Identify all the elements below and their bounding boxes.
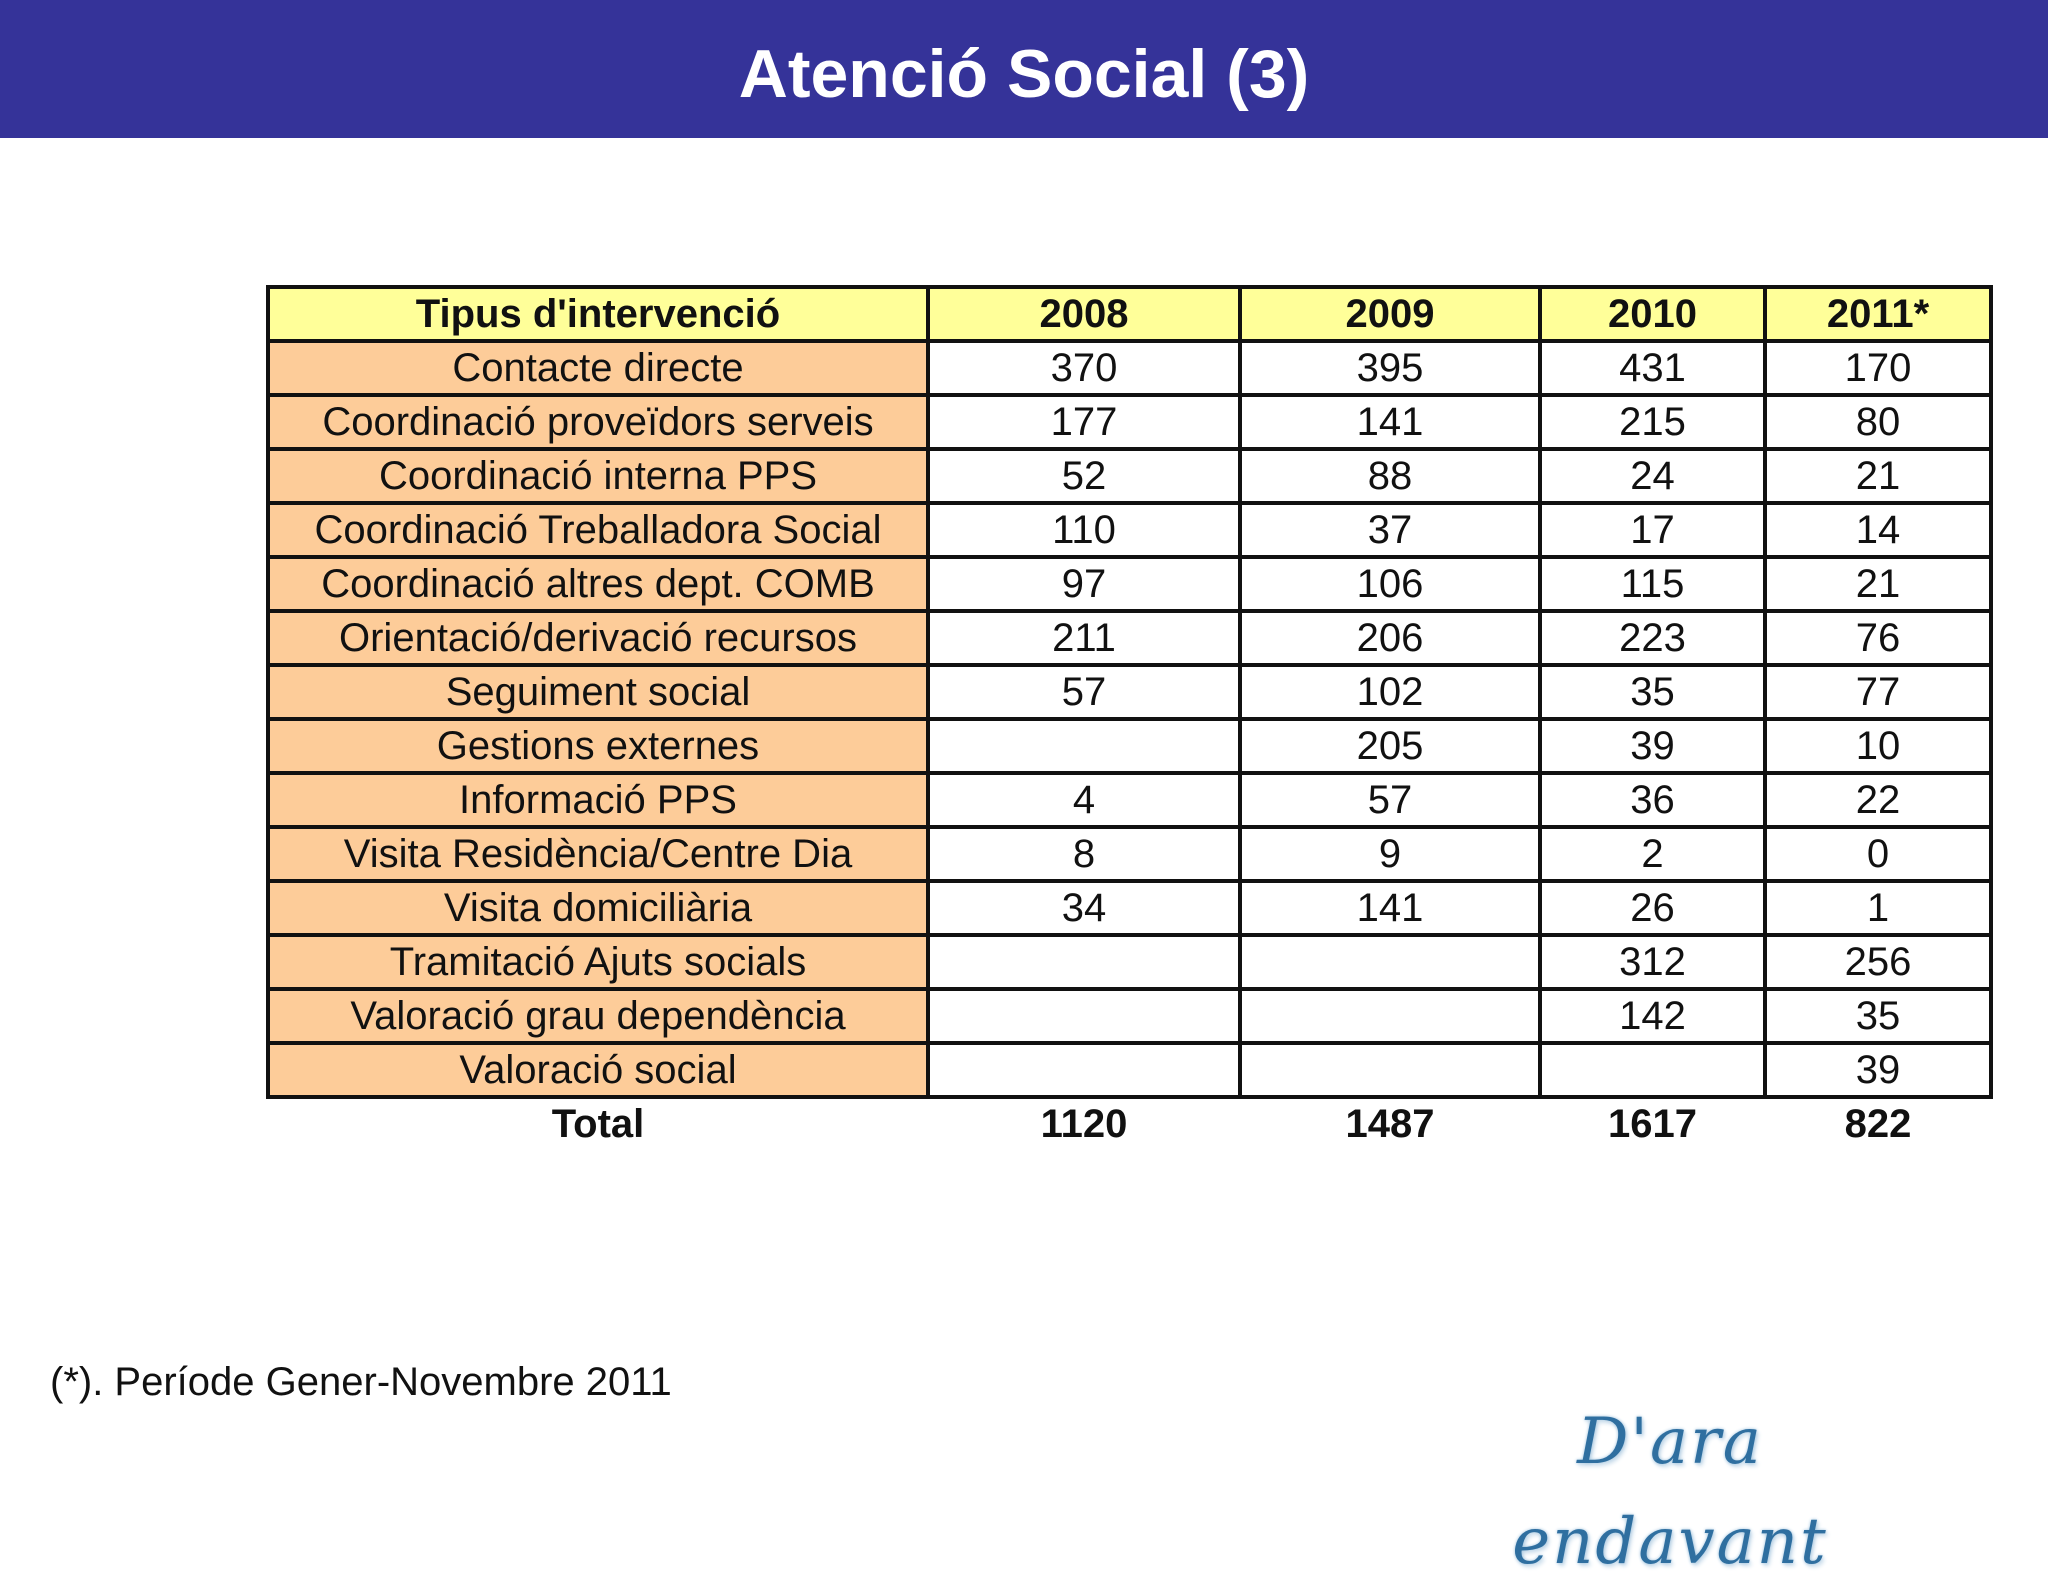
column-header: 2008	[928, 287, 1240, 341]
table-cell: 106	[1240, 557, 1540, 611]
table-cell: 141	[1240, 395, 1540, 449]
row-label: Seguiment social	[268, 665, 928, 719]
table-cell: 177	[928, 395, 1240, 449]
table-row	[268, 827, 1991, 881]
table-cell: 88	[1240, 449, 1540, 503]
table-row	[268, 1043, 1991, 1097]
table-cell: 26	[1540, 881, 1765, 935]
table-cell: 22	[1765, 773, 1991, 827]
table-row	[268, 395, 1991, 449]
row-label: Valoració grau dependència	[268, 989, 928, 1043]
table-row	[268, 557, 1991, 611]
table-cell: 206	[1240, 611, 1540, 665]
table-cell: 77	[1765, 665, 1991, 719]
row-label: Tramitació Ajuts socials	[268, 935, 928, 989]
row-label: Coordinació proveïdors serveis	[268, 395, 928, 449]
table-cell: 39	[1540, 719, 1765, 773]
header-bar	[0, 0, 2048, 138]
table-row	[268, 449, 1991, 503]
table-row	[268, 503, 1991, 557]
total-value: 822	[1844, 1101, 1912, 1146]
row-label: Visita domiciliària	[268, 881, 928, 935]
row-label: Coordinació interna PPS	[268, 449, 928, 503]
total-label: Total	[551, 1101, 645, 1146]
table-header-row	[268, 287, 1991, 341]
table-row	[268, 989, 1991, 1043]
table-row	[268, 935, 1991, 989]
table-cell: 39	[1765, 1043, 1991, 1097]
table-row	[268, 341, 1991, 395]
column-header: Tipus d'intervenció	[268, 287, 928, 341]
table-cell: 395	[1240, 341, 1540, 395]
table-row	[268, 881, 1991, 935]
table-cell: 312	[1540, 935, 1765, 989]
table-cell: 37	[1240, 503, 1540, 557]
table-cell: 223	[1540, 611, 1765, 665]
table-cell	[1240, 989, 1540, 1043]
row-label: Coordinació altres dept. COMB	[268, 557, 928, 611]
table-cell: 10	[1765, 719, 1991, 773]
table-cell: 370	[928, 341, 1240, 395]
table-cell: 14	[1765, 503, 1991, 557]
total-value: 1617	[1608, 1101, 1697, 1146]
table-cell: 4	[928, 773, 1240, 827]
table-cell: 57	[1240, 773, 1540, 827]
table-cell: 170	[1765, 341, 1991, 395]
table-cell: 9	[1240, 827, 1540, 881]
table-cell: 0	[1765, 827, 1991, 881]
table-cell: 21	[1765, 557, 1991, 611]
table-cell	[1240, 1043, 1540, 1097]
table-cell: 35	[1540, 665, 1765, 719]
table-cell: 24	[1540, 449, 1765, 503]
column-header: 2009	[1240, 287, 1540, 341]
total-value: 1487	[1345, 1101, 1435, 1146]
table-cell: 110	[928, 503, 1240, 557]
table-cell	[928, 719, 1240, 773]
total-row	[268, 1097, 1991, 1149]
table-cell: 142	[1540, 989, 1765, 1043]
table-cell: 8	[928, 827, 1240, 881]
table-cell	[928, 1043, 1240, 1097]
table-cell: 211	[928, 611, 1240, 665]
table-cell: 17	[1540, 503, 1765, 557]
footnote: (*). Període Gener-Novembre 2011	[50, 1360, 672, 1404]
table-cell: 57	[928, 665, 1240, 719]
table-cell: 76	[1765, 611, 1991, 665]
table-row	[268, 719, 1991, 773]
table-cell	[928, 935, 1240, 989]
intervention-table	[266, 285, 1993, 1149]
table-cell	[1240, 935, 1540, 989]
row-label: Orientació/derivació recursos	[268, 611, 928, 665]
column-header: 2010	[1540, 287, 1765, 341]
row-label: Visita Residència/Centre Dia	[268, 827, 928, 881]
table-cell: 215	[1540, 395, 1765, 449]
table-cell: 2	[1540, 827, 1765, 881]
row-label: Informació PPS	[268, 773, 928, 827]
table-cell: 34	[928, 881, 1240, 935]
table-row	[268, 665, 1991, 719]
table-body	[268, 341, 1991, 1149]
row-label: Coordinació Treballadora Social	[268, 503, 928, 557]
table-cell: 256	[1765, 935, 1991, 989]
slide-title: Atenció Social (3)	[738, 36, 1310, 112]
table-cell: 36	[1540, 773, 1765, 827]
table-cell: 35	[1765, 989, 1991, 1043]
table-cell: 1	[1765, 881, 1991, 935]
row-label: Valoració social	[268, 1043, 928, 1097]
table-cell: 21	[1765, 449, 1991, 503]
table-cell: 52	[928, 449, 1240, 503]
total-value: 1120	[1040, 1101, 1128, 1146]
table-cell	[1540, 1043, 1765, 1097]
table-cell: 205	[1240, 719, 1540, 773]
table-cell: 141	[1240, 881, 1540, 935]
column-header: 2011*	[1765, 287, 1991, 341]
table-cell: 102	[1240, 665, 1540, 719]
table-cell: 431	[1540, 341, 1765, 395]
table-cell	[928, 989, 1240, 1043]
logo: D'ara endavant	[1512, 1405, 1828, 1579]
row-label: Gestions externes	[268, 719, 928, 773]
table-row	[268, 773, 1991, 827]
table-cell: 115	[1540, 557, 1765, 611]
table-row	[268, 611, 1991, 665]
table-cell: 97	[928, 557, 1240, 611]
row-label: Contacte directe	[268, 341, 928, 395]
table-cell: 80	[1765, 395, 1991, 449]
